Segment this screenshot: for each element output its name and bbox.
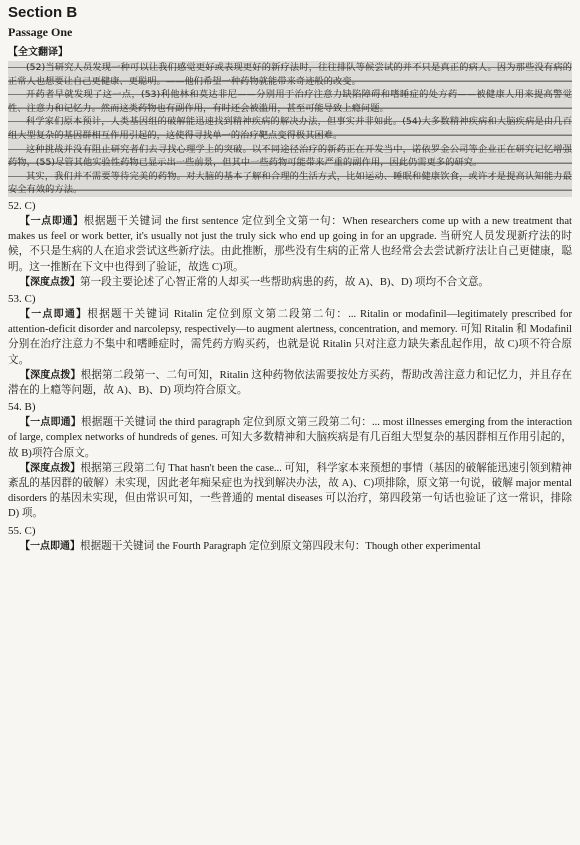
translation-paragraph: 其实，我们并不需要等待完美的药物。对大脑的基本了解和合理的生活方式，比如运动、睡眠和健康饮食，或许才是提高认知能力最安全有效的方法。	[8, 170, 572, 196]
answer-text: 根据题干关键词 Ritalin 定位到原文第二段第二句：... Ritalin or modafinil—legitimately prescribed for attention-deficit disorder and narcolepsy, respectively—to augment alertness, concentration, and memory. 可知 Ritalin 和 Modafinil 分别在治疗注意力不集中和嗜睡症时，需凭药方购买药，也就是说 Ritalin 只对注意力缺失紊乱起作用，故 C)项不符合原文。	[8, 308, 573, 366]
answer-55	[8, 524, 572, 554]
tip-label: 【一点即通】	[20, 308, 88, 320]
answer-text: 根据题干关键词 the first sentence 定位到全文第一句：When researchers come up with a new treatment that makes us feel or work better, it's usually not just the truly sick who end up going in for an upgrade. 当研究人员发现新疗法的时候，不只是生病的人在追求尝试这些新疗法。由此推断，那些没有生病的正常人也经常会去尝试新疗法让自己更健康，聪明。这一推断在下文中也得到了验证，故选 C)项。	[8, 215, 572, 273]
tip-label: 【一点即通】	[20, 417, 81, 429]
tip-label: 【一点即通】	[20, 215, 84, 227]
answer-paragraph	[8, 461, 572, 522]
answer-paragraph	[8, 415, 572, 461]
translation-paragraph: (52)当研究人员发现一种可以让我们感觉更好或表现更好的新疗法时，往往排队等候尝试的并不只是真正的病人。因为那些没有病的正常人也想要让自己更健康、更聪明。——他们希望一种药物就能带来奇迹般的改变。	[8, 62, 572, 87]
answer-text: 根据题干关键词 the third paragraph 定位到原文第三段第二句：... most illnesses emerging from the interaction of large, complex networks of hundreds of genes. 可知大多数精神和大脑疾病是有几百组大型复杂的基因群相互作用引起的，故 B)项符合原文。	[8, 417, 572, 459]
translation-paragraph: 这种挑战并没有阻止研究者们去寻找心理学上的突破。以不同途径治疗的新药正在开发当中，诺依罗金公司等企业正在研究记忆增强药物，(55)尽管其他实验性药物已显示出一些前景，但其中一些药物可能带来严重的副作用，因此仍需更多的研究。	[8, 143, 572, 169]
translation-tag: 【全文翻译】	[8, 47, 68, 58]
translation-block	[8, 61, 572, 197]
answer-text: 根据题干关键词 the Fourth Paragraph 定位到原文第四段末句：Though other experimental	[80, 540, 481, 552]
answer-53	[8, 292, 572, 398]
answer-number: 52. C)	[8, 199, 36, 212]
tip-label: 【一点即通】	[20, 540, 80, 552]
answer-paragraph	[8, 275, 572, 290]
answer-paragraph	[8, 539, 572, 554]
answer-54	[8, 400, 572, 521]
passage-title: Passage One	[8, 25, 73, 39]
answer-paragraph	[8, 214, 572, 275]
answer-paragraph	[8, 368, 572, 398]
answer-52	[8, 199, 572, 290]
section-title: Section B	[8, 4, 78, 21]
answer-paragraph	[8, 307, 572, 368]
answer-text: 根据第三段第二句 That hasn't been the case... 可知，科学家本来预想的事情（基因的破解能迅速引领到精神紊乱的基因群的破解）未实现，因此老年痴呆症也为找到解决办法，故 A)、C)项排除，原文第一句说，破解 major mental disorders 的基因未实现，但由常识可知，一些普通的 mental diseases 可以治疗，第四段第一句话也验证了这一常识，排除 D) 项。	[8, 462, 573, 520]
tip-label: 【深度点拨】	[20, 369, 81, 381]
answer-number: 55. C)	[8, 524, 36, 537]
tip-label: 【深度点拨】	[20, 462, 81, 474]
translation-paragraph: 科学家们原本预计，人类基因组的破解能迅速找到精神疾病的解决办法，但事实并非如此。(54)大多数精神疾病和大脑疾病是由几百组大型复杂的基因群相互作用引起的，这使得寻找单一的治疗靶点变得极其困难。	[8, 116, 572, 141]
tip-label: 【深度点拨】	[20, 276, 80, 288]
translation-paragraph: 开药者早就发现了这一点，(53)利他林和莫达非尼——分别用于治疗注意力缺陷障碍和嗜睡症的处方药——被健康人用来提高警觉性、注意力和记忆力。然而这类药物也有副作用，有时还会被滥用，甚至可能导致上瘾问题。	[8, 89, 572, 114]
answer-text: 根据第二段第一、二句可知，Ritalin 这种药物依法需要按处方买药，帮助改善注意力和记忆力，并且存在潜在的上瘾等问题，故 A)、B)、D) 项均符合原文。	[8, 369, 573, 396]
answer-number: 53. C)	[8, 292, 36, 305]
answer-text: 第一段主要论述了心智正常的人却买一些帮助病患的药，故 A)、B)、D) 项均不合文意。	[80, 276, 490, 288]
answer-number: 54. B)	[8, 401, 36, 414]
